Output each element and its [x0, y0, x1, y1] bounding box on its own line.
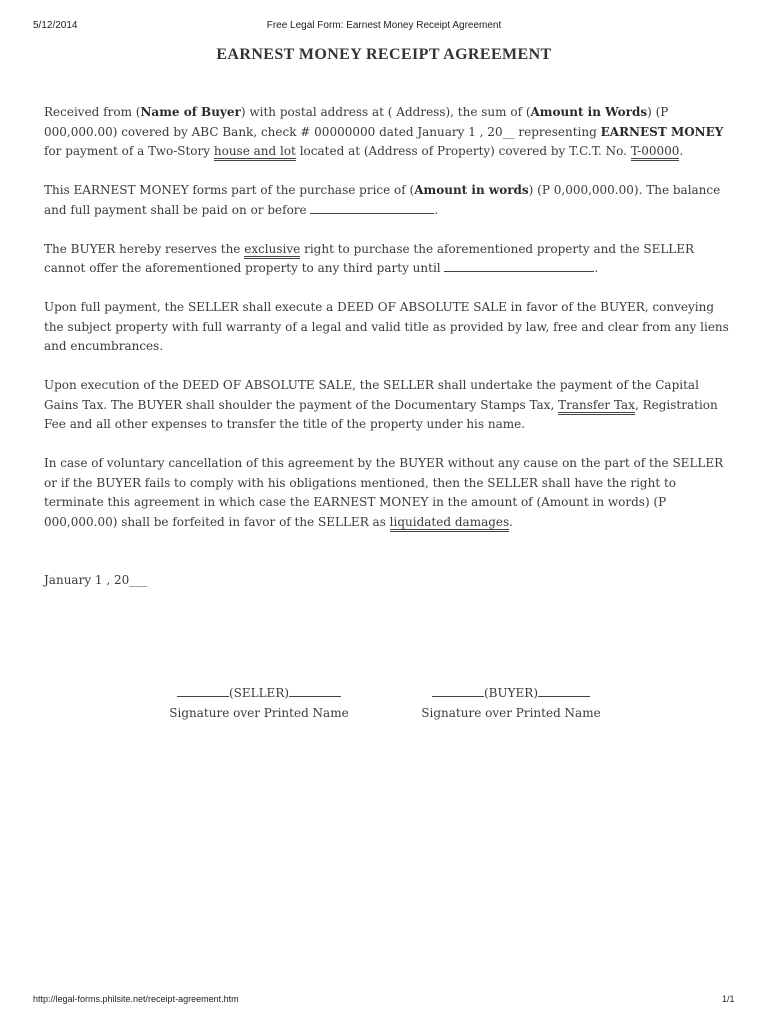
agreement-date: January 1 , 20___: [44, 573, 148, 587]
paragraph-exclusive-right: [44, 240, 734, 279]
transfer-tax-link[interactable]: Transfer Tax: [558, 398, 635, 415]
footer-url: http://legal-forms.philsite.net/receipt-agreement.htm: [33, 994, 239, 1004]
signature-line: [289, 684, 341, 697]
paragraph-cancellation: [44, 454, 734, 532]
text-segment: .: [679, 144, 684, 158]
seller-signature-caption: Signature over Printed Name: [169, 706, 349, 720]
footer-page-number: 1/1: [722, 994, 735, 1004]
paragraph-purchase-price: [44, 181, 734, 220]
buyer-signature-caption: Signature over Printed Name: [421, 706, 601, 720]
buyer-signature-line: [401, 683, 621, 703]
paragraph-taxes: [44, 376, 734, 435]
amount-in-words-placeholder: Amount in words: [414, 183, 529, 197]
seller-signature-line: [149, 683, 369, 703]
document-title: EARNEST MONEY RECEIPT AGREEMENT: [216, 46, 552, 63]
paragraph-receipt: [44, 103, 734, 162]
seller-signature-block: [149, 683, 369, 723]
exclusive-link[interactable]: exclusive: [244, 242, 300, 259]
liquidated-damages-link[interactable]: liquidated damages: [390, 515, 510, 532]
document-body: [44, 103, 734, 610]
payment-date-blank: [310, 201, 434, 214]
tct-number-link[interactable]: T-00000: [631, 144, 680, 161]
earnest-money-term: EARNEST MONEY: [600, 124, 724, 139]
signature-line: [177, 684, 229, 697]
buyer-name-placeholder: Name of Buyer: [140, 105, 241, 119]
text-segment: The BUYER hereby reserves the: [44, 241, 245, 256]
text-segment: .: [434, 202, 439, 217]
signature-line: [538, 684, 590, 697]
until-date-blank: [444, 259, 594, 272]
signature-line: [432, 684, 484, 697]
header-date: 5/12/2014: [33, 20, 78, 31]
text-segment: This EARNEST MONEY forms part of the purchase price of (: [44, 183, 415, 197]
text-segment: In case of voluntary cancellation of this agreement by the BUYER without any cause on the part of the SELLER or if the BUYER fails to comply with his obligations mentioned, then the SELLER shall have the right to terminate this agreement in which case the EARNEST MONEY in the amount of (Amount in words) (P 000,000.00) shall be forfeited in favor of the SELLER as: [44, 456, 724, 529]
house-and-lot-link[interactable]: house and lot: [214, 144, 296, 161]
text-segment: .: [509, 514, 513, 529]
paragraph-deed-execution: Upon full payment, the SELLER shall execute a DEED OF ABSOLUTE SALE in favor of the BUYER, conveying the subject property with full warranty of a legal and valid title as provided by law, free and clear from any liens and encumbrances.: [44, 300, 729, 353]
text-segment: ) (P 000,000.00) covered by ABC Bank, check # 00000000 dated January 1 , 20__ representing: [44, 105, 669, 139]
text-segment: located at (Address of Property) covered by T.C.T. No.: [295, 144, 631, 158]
seller-label: (SELLER): [228, 686, 290, 700]
amount-in-words-placeholder: Amount in Words: [530, 105, 648, 119]
header-page-title: Free Legal Form: Earnest Money Receipt Agreement: [266, 20, 502, 31]
text-segment: Upon execution of the DEED OF ABSOLUTE SALE, the SELLER shall undertake the payment of the Capital Gains Tax. The BUYER shall shoulder the payment of the Documentary Stamps Tax,: [44, 378, 699, 412]
text-segment: right to purchase the aforementioned property and the SELLER cannot offer the aforementioned property to any third party until: [44, 241, 695, 275]
text-segment: .: [594, 261, 599, 275]
text-segment: ) with postal address at ( Address), the sum of (: [240, 105, 531, 119]
text-segment: ) (P 0,000,000.00). The balance and full payment shall be paid on or before: [44, 183, 721, 217]
text-segment: Received from (: [44, 105, 141, 119]
buyer-label: (BUYER): [483, 686, 538, 700]
text-segment: , Registration Fee and all other expenses to transfer the title of the property under his name.: [44, 397, 718, 431]
text-segment: for payment of a Two-Story: [44, 144, 214, 158]
buyer-signature-block: [401, 683, 621, 723]
